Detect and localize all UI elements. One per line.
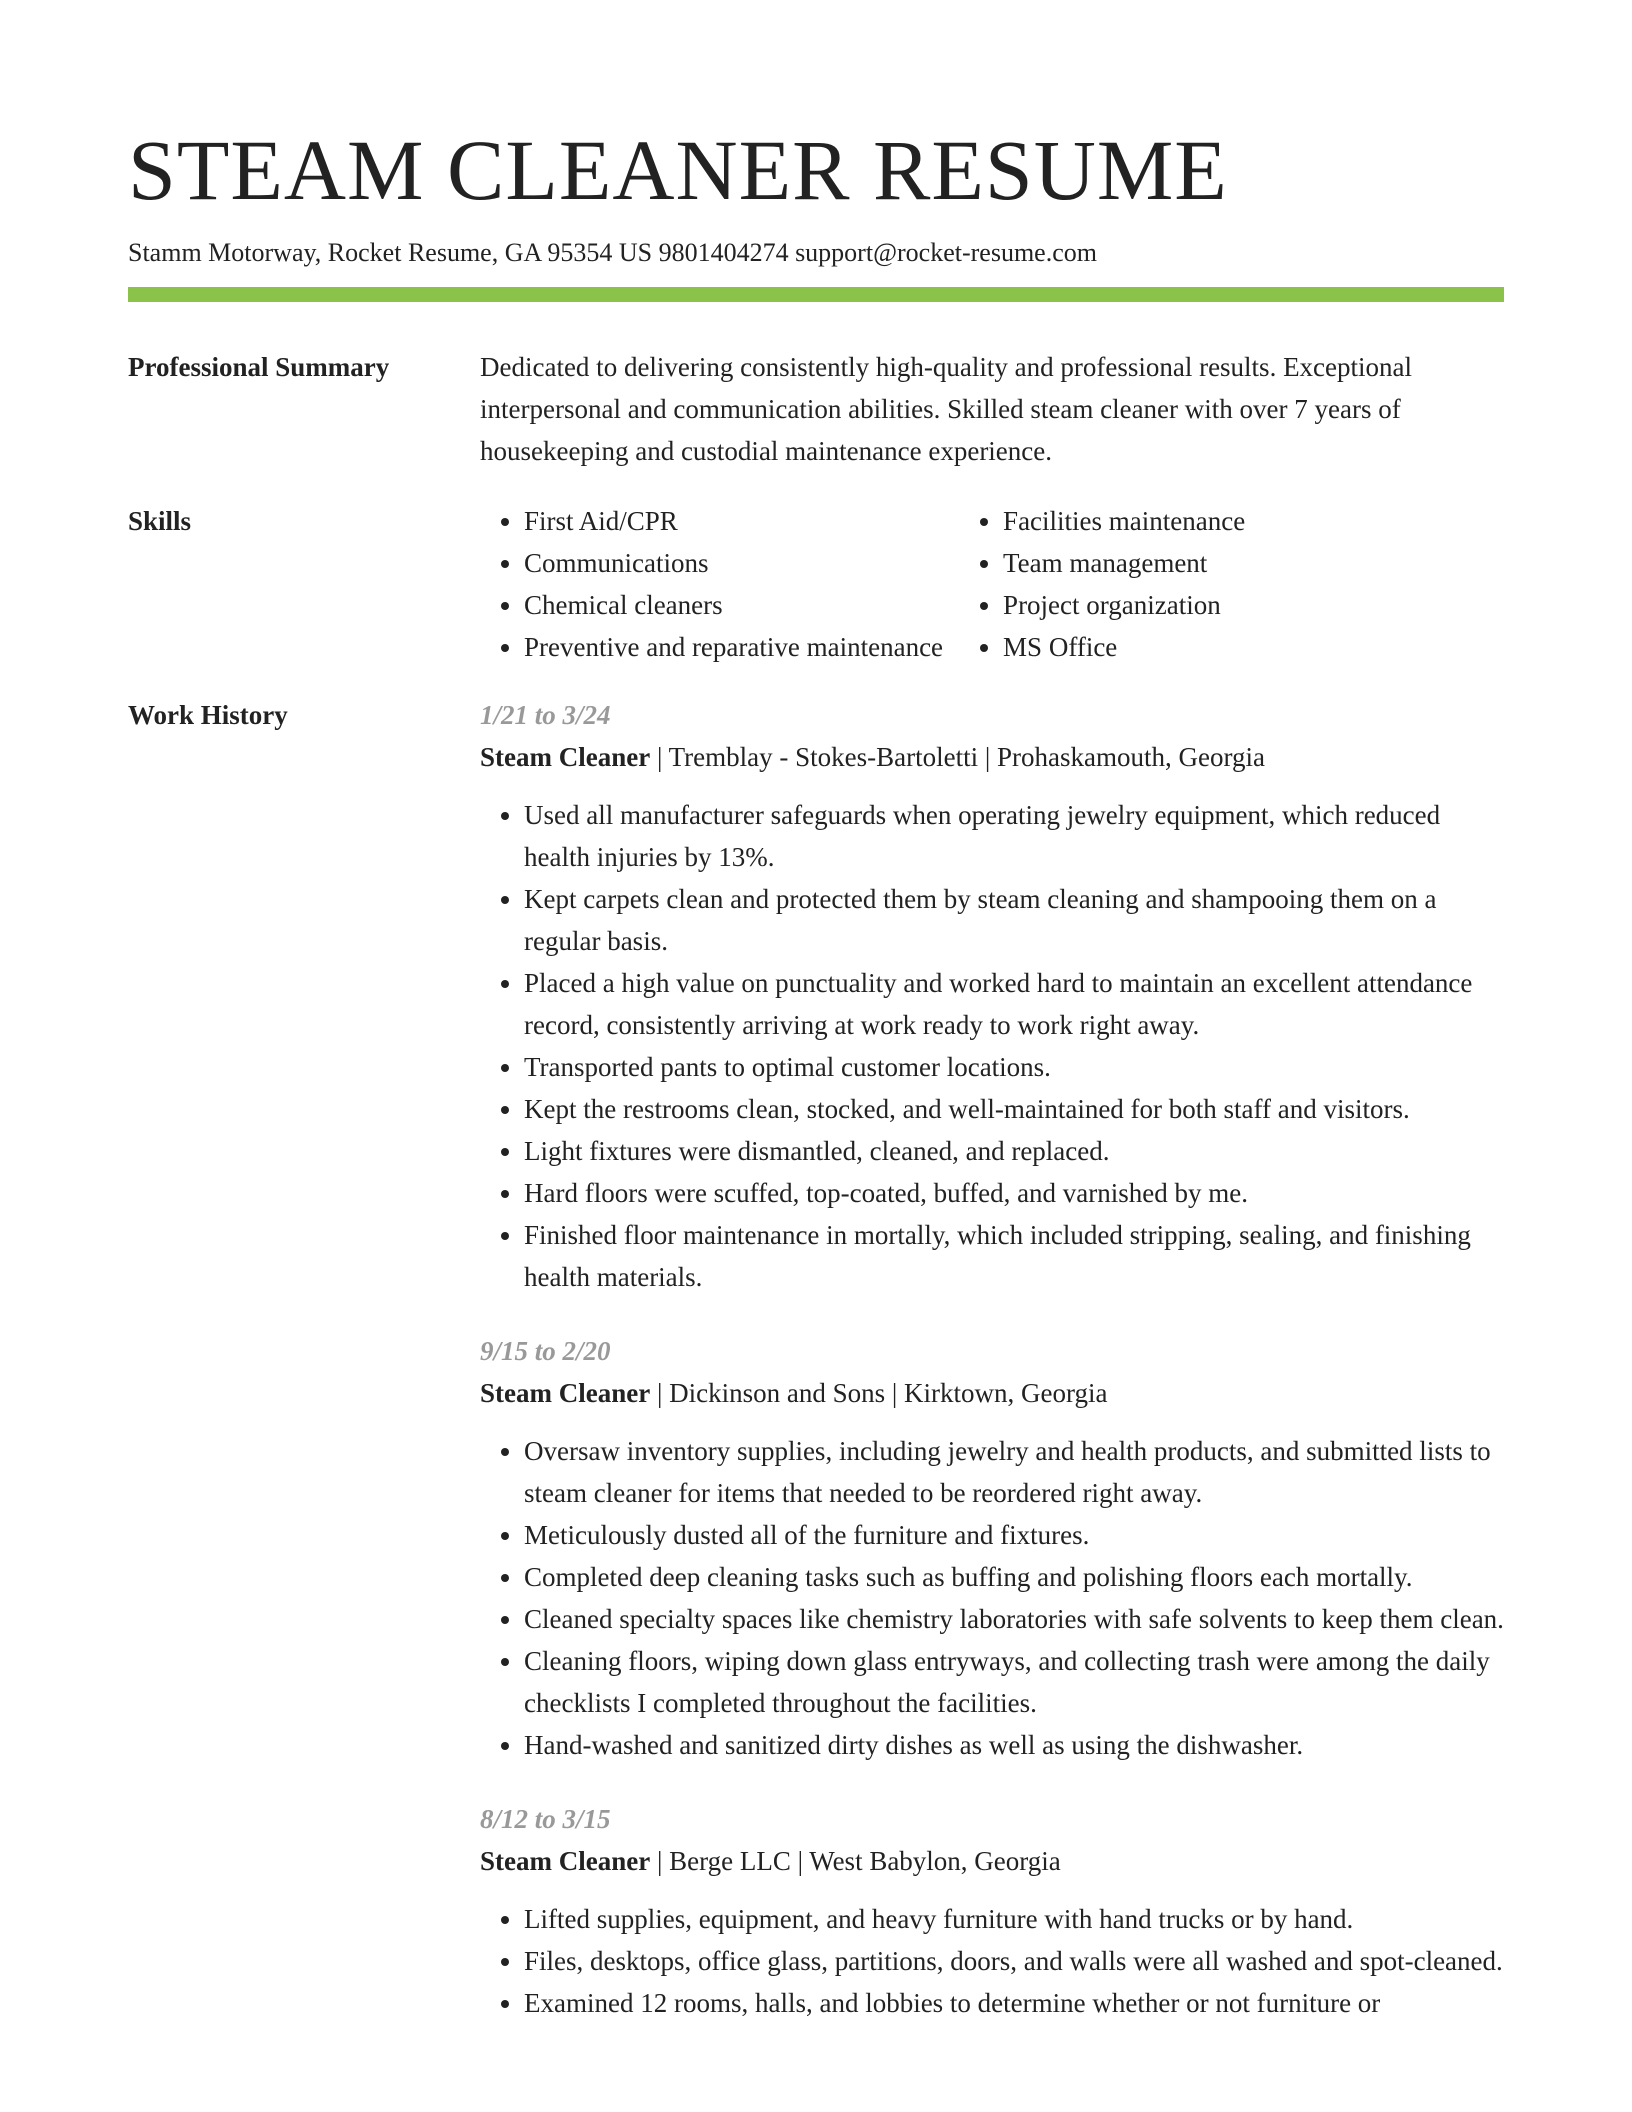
job-bullet: • Completed deep cleaning tasks such as buffing and polishing floors each mortally.: [524, 1556, 1504, 1598]
summary-section: [128, 350, 1504, 472]
skills-body: [480, 504, 1504, 668]
job-entry: [480, 694, 1504, 1298]
job-dates: 9/15 to 2/20: [480, 1336, 611, 1366]
work-history-section: [128, 698, 1504, 2060]
job-bullet: • Light fixtures were dismantled, cleaned, and replaced.: [524, 1130, 1504, 1172]
job-dates: 1/21 to 3/24: [480, 700, 611, 730]
job-details: | Tremblay - Stokes-Bartoletti | Prohaskamouth, Georgia: [650, 742, 1265, 772]
job-dates: 8/12 to 3/15: [480, 1804, 611, 1834]
job-heading: [480, 1840, 1504, 1882]
job-bullet: • Cleaned specialty spaces like chemistry laboratories with safe solvents to keep them clean.: [524, 1598, 1504, 1640]
skills-section: [128, 504, 1504, 668]
job-bullet: • Hand-washed and sanitized dirty dishes as well as using the dishwasher.: [524, 1724, 1504, 1766]
job-bullet: • Kept carpets clean and protected them by steam cleaning and shampooing them on a regular basis.: [524, 878, 1504, 962]
skill-item: • MS Office: [1003, 626, 1245, 668]
job-bullet: • Examined 12 rooms, halls, and lobbies to determine whether or not furniture or: [524, 1982, 1504, 2024]
job-bullet: • Used all manufacturer safeguards when operating jewelry equipment, which reduced health injuries by 13%.: [524, 794, 1504, 878]
job-bullet: • Finished floor maintenance in mortally, which included stripping, sealing, and finishing health materials.: [524, 1214, 1504, 1298]
resume-title: STEAM CLEANER RESUME: [128, 122, 1228, 218]
job-bullet: • Transported pants to optimal customer locations.: [524, 1046, 1504, 1088]
job-details: | Dickinson and Sons | Kirktown, Georgia: [650, 1378, 1108, 1408]
skill-item: • Team management: [1003, 542, 1245, 584]
job-bullets: [480, 1898, 1504, 2024]
job-heading: [480, 736, 1504, 778]
section-label-skills: Skills: [128, 506, 192, 536]
summary-text: Dedicated to delivering consistently high-quality and professional results. Exceptional interpersonal and communication abilities. Skilled steam cleaner with over 7 years of housekeeping and custodial maintenance experience.: [480, 352, 1413, 466]
work-history-body: [480, 698, 1504, 2060]
summary-body: [480, 350, 1504, 472]
job-bullet: • Hard floors were scuffed, top-coated, buffed, and varnished by me.: [524, 1172, 1504, 1214]
job-bullet: • Cleaning floors, wiping down glass entryways, and collecting trash were among the daily checklists I completed throughout the facilities.: [524, 1640, 1504, 1724]
contact-line: Stamm Motorway, Rocket Resume, GA 95354 US 9801404274 support@rocket-resume.com: [128, 238, 1097, 267]
job-title: Steam Cleaner: [480, 742, 651, 772]
job-entry: [480, 1330, 1504, 1766]
job-bullets: [480, 1430, 1504, 1766]
job-bullet: • Meticulously dusted all of the furniture and fixtures.: [524, 1514, 1504, 1556]
job-bullets: [480, 794, 1504, 1298]
skill-item: • First Aid/CPR: [524, 500, 943, 542]
job-entry: [480, 1798, 1504, 2024]
job-title: Steam Cleaner: [480, 1378, 651, 1408]
job-bullet: • Placed a high value on punctuality and worked hard to maintain an excellent attendance record, consistently arriving at work ready to work right away.: [524, 962, 1504, 1046]
skill-item: • Preventive and reparative maintenance: [524, 626, 943, 668]
skills-list-right: [943, 500, 1245, 668]
header-divider: [128, 287, 1504, 302]
skill-item: • Communications: [524, 542, 943, 584]
job-title: Steam Cleaner: [480, 1846, 651, 1876]
job-heading: [480, 1372, 1504, 1414]
skill-item: • Project organization: [1003, 584, 1245, 626]
skills-list-left: [480, 500, 943, 668]
section-label-work-history: Work History: [128, 700, 288, 730]
skill-item: • Chemical cleaners: [524, 584, 943, 626]
skills-columns: [480, 500, 1504, 668]
job-details: | Berge LLC | West Babylon, Georgia: [650, 1846, 1061, 1876]
section-label-summary: Professional Summary: [128, 352, 390, 382]
job-bullet: • Kept the restrooms clean, stocked, and well-maintained for both staff and visitors.: [524, 1088, 1504, 1130]
job-bullet: • Oversaw inventory supplies, including jewelry and health products, and submitted lists to steam cleaner for items that needed to be reordered right away.: [524, 1430, 1504, 1514]
skill-item: • Facilities maintenance: [1003, 500, 1245, 542]
job-bullet: • Files, desktops, office glass, partitions, doors, and walls were all washed and spot-cleaned.: [524, 1940, 1504, 1982]
job-bullet: • Lifted supplies, equipment, and heavy furniture with hand trucks or by hand.: [524, 1898, 1504, 1940]
